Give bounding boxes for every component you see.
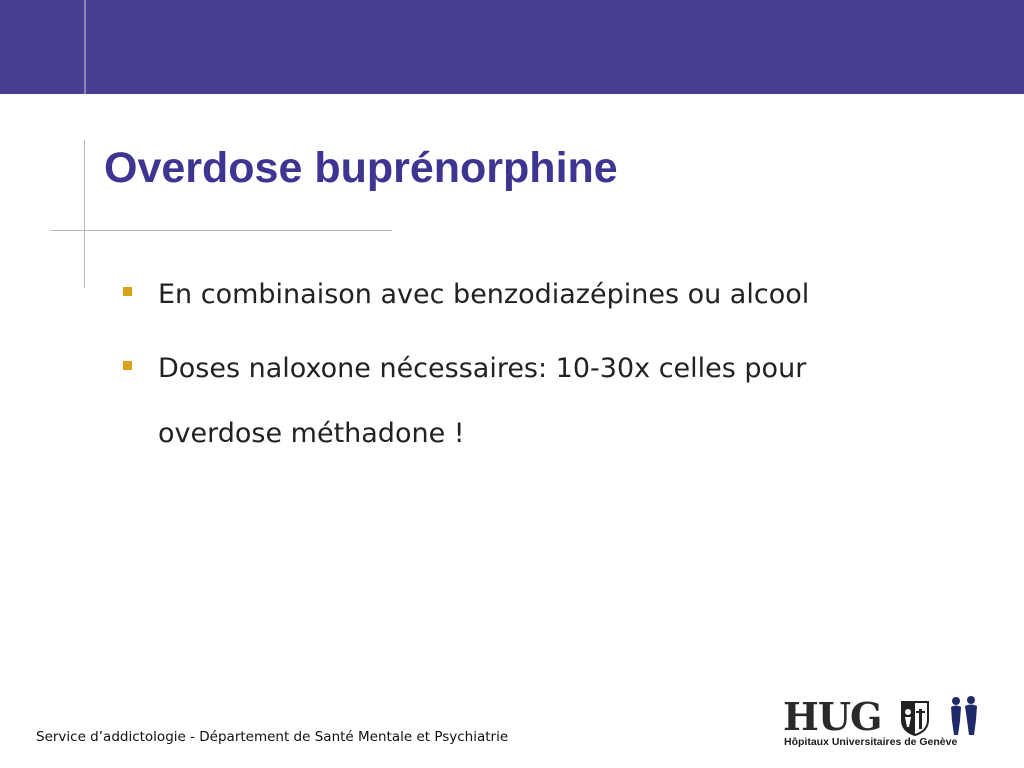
hug-logo	[783, 694, 983, 754]
bullet-item	[120, 262, 880, 327]
bullet-text: Doses naloxone nécessaires: 10-30x celles pour overdose méthadone !	[158, 353, 807, 449]
bullet-text: En combinaison avec benzodiazépines ou alcool	[158, 279, 810, 310]
square-bullet-icon	[123, 287, 132, 296]
bullet-item	[120, 336, 880, 466]
geneva-coat-of-arms-icon	[900, 700, 930, 736]
header-band	[0, 0, 1024, 94]
header-divider-line	[84, 0, 86, 94]
title-horizontal-rule	[50, 230, 392, 231]
square-bullet-icon	[123, 361, 132, 370]
slide-title: Overdose buprénorphine	[104, 144, 618, 192]
bullet-list	[120, 262, 880, 475]
title-vertical-rule	[84, 140, 85, 288]
hug-logo-subtitle: Hôpitaux Universitaires de Genève	[784, 736, 958, 748]
hug-logo-letters: HUG	[783, 694, 882, 739]
footer-department: Service d’addictologie - Département de Santé Mentale et Psychiatrie	[36, 729, 509, 745]
people-silhouette-icon	[948, 696, 980, 736]
